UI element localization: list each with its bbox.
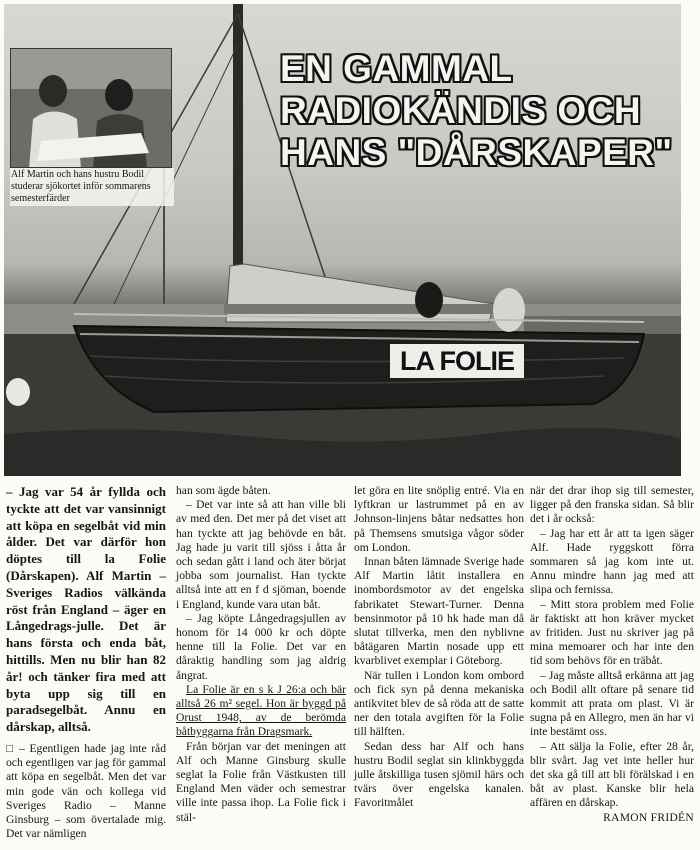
inset-photo	[10, 48, 172, 168]
text-column-4	[530, 484, 694, 825]
body-paragraph: □ – Egentligen hade jag inte råd och egentligen var jag för gammal att köpa en segelbåt. Men det var min gode vän och kollega vid Sveriges Radio – Manne Ginsburg – som övertalade mig. Det var nämligen	[6, 741, 166, 841]
text-column-2	[176, 484, 346, 825]
body-paragraph: Innan båten lämnade Sverige hade Alf Martin låtit installera en inombordsmotor av det engelska fabrikatet Stewart-Turner. Denna bensinmotor på 10 hk hade man då slutat tillverka, men den nyblivne båtägaren Martin nosade upp ett kvarblivet exemplar i Göteborg.	[354, 555, 524, 668]
body-paragraph: Från början var det meningen att Alf och Manne Ginsburg skulle seglat la Folie från Västkusten till England Men väder och semestrar ville inte passa ihop. La Folie fick i stäl-	[176, 739, 346, 824]
text-column-3	[354, 484, 524, 811]
body-paragraph: – Jag köpte Långedragsjullen av honom för 14 000 kr och döpte henne till la Folie. Det var en dåraktig handling som jag aldrig ångrat.	[176, 611, 346, 682]
body-paragraph: När tullen i London kom ombord och fick syn på denna mekaniska antikvitet blev de så röda att de satte ner den totala avgiften för la Folie till hälften.	[354, 668, 524, 739]
byline: RAMON FRIDÉN	[603, 811, 694, 824]
body-paragraph: han som ägde båten.	[176, 484, 271, 497]
sailboat-photo	[4, 4, 681, 476]
lead-paragraph: – Jag var 54 år fyllda och tyckte att det var vansinnigt att köpa en segelbåt vid min ålder. Det var därför hon döptes till la Folie (Dårskapen). Alf Martin – Sveriges Radios välkända röst från England – äger en Långedrags-julle. Det är hans första och enda båt, hittills. Men nu blir han 82 år! och tänker fira med att byta upp sig till en paradsegelbåt. Annu en dårskap, alltså.	[6, 484, 166, 735]
photo-caption: Alf Martin och hans hustru Bodil studerar sjökortet inför sommarens semesterfärder	[10, 168, 174, 206]
body-paragraph: La Folie är en s k J 26:a och bär alltså 26 m² segel. Hon är byggd på Orust 1948, av de berömda båtbyggarna från Dragsmark.	[176, 682, 346, 739]
body-paragraph: när det drar ihop sig till semester, ligger på den franska sidan. Så blir det i år också:	[530, 484, 694, 526]
body-paragraph: – Jag har ett år att ta igen säger Alf. Hade ryggskott förra sommaren så jag kom inte ut. Annu mindre hann jag med att slipa och fernissa.	[530, 526, 694, 597]
body-paragraph: – Det var inte så att han ville bli av med den. Det mer på det viset att han tyckte att jag behövde en båt. Jag hade ju varit till sjöss i åtta år och sedan gått i land och äter börjat jobba som journalist. Han tyckte alltså inte att en f d sjöman, boende i England, kunde vara utan båt.	[176, 498, 346, 611]
body-paragraph: let göra en lite snöplig entré. Via en lyftkran ur lastrummet på en av Johnson-linjens båtar nedsattes hon på Themsens smutsiga vågor söder om London.	[354, 484, 524, 554]
headline: EN GAMMAL RADIOKÄNDIS OCH HANS "DÅRSKAPER"	[280, 48, 673, 173]
body-paragraph: Sedan dess har Alf och hans hustru Bodil seglat sin klinkbyggda julle åtskilliga tusen sjömil härs och tvärs över engelska kanalen. Favoritmålet	[354, 739, 524, 810]
boat-name-sign: LA FOLIE	[390, 344, 524, 378]
text-column-1	[6, 484, 166, 841]
body-paragraph: – Att sälja la Folie, efter 28 år, blir svårt. Jag vet inte heller hur det ska gå till att bli förälskad i en båt av plast. Kanske blir hela affären en dårskap.	[530, 739, 694, 810]
body-paragraph: – Mitt stora problem med Folie är faktiskt att hon kräver mycket av fritiden. Just nu skriver jag på mina memoarer och har inte den tid som behövs för en träbåt.	[530, 597, 694, 668]
body-paragraph: – Jag måste alltså erkänna att jag och Bodil allt oftare på senare tid kommit att prata om plast. Vi är sugna på en Allegro, men än har vi inte bestämt oss.	[530, 668, 694, 739]
couple-reading-chart-illustration	[11, 49, 171, 167]
